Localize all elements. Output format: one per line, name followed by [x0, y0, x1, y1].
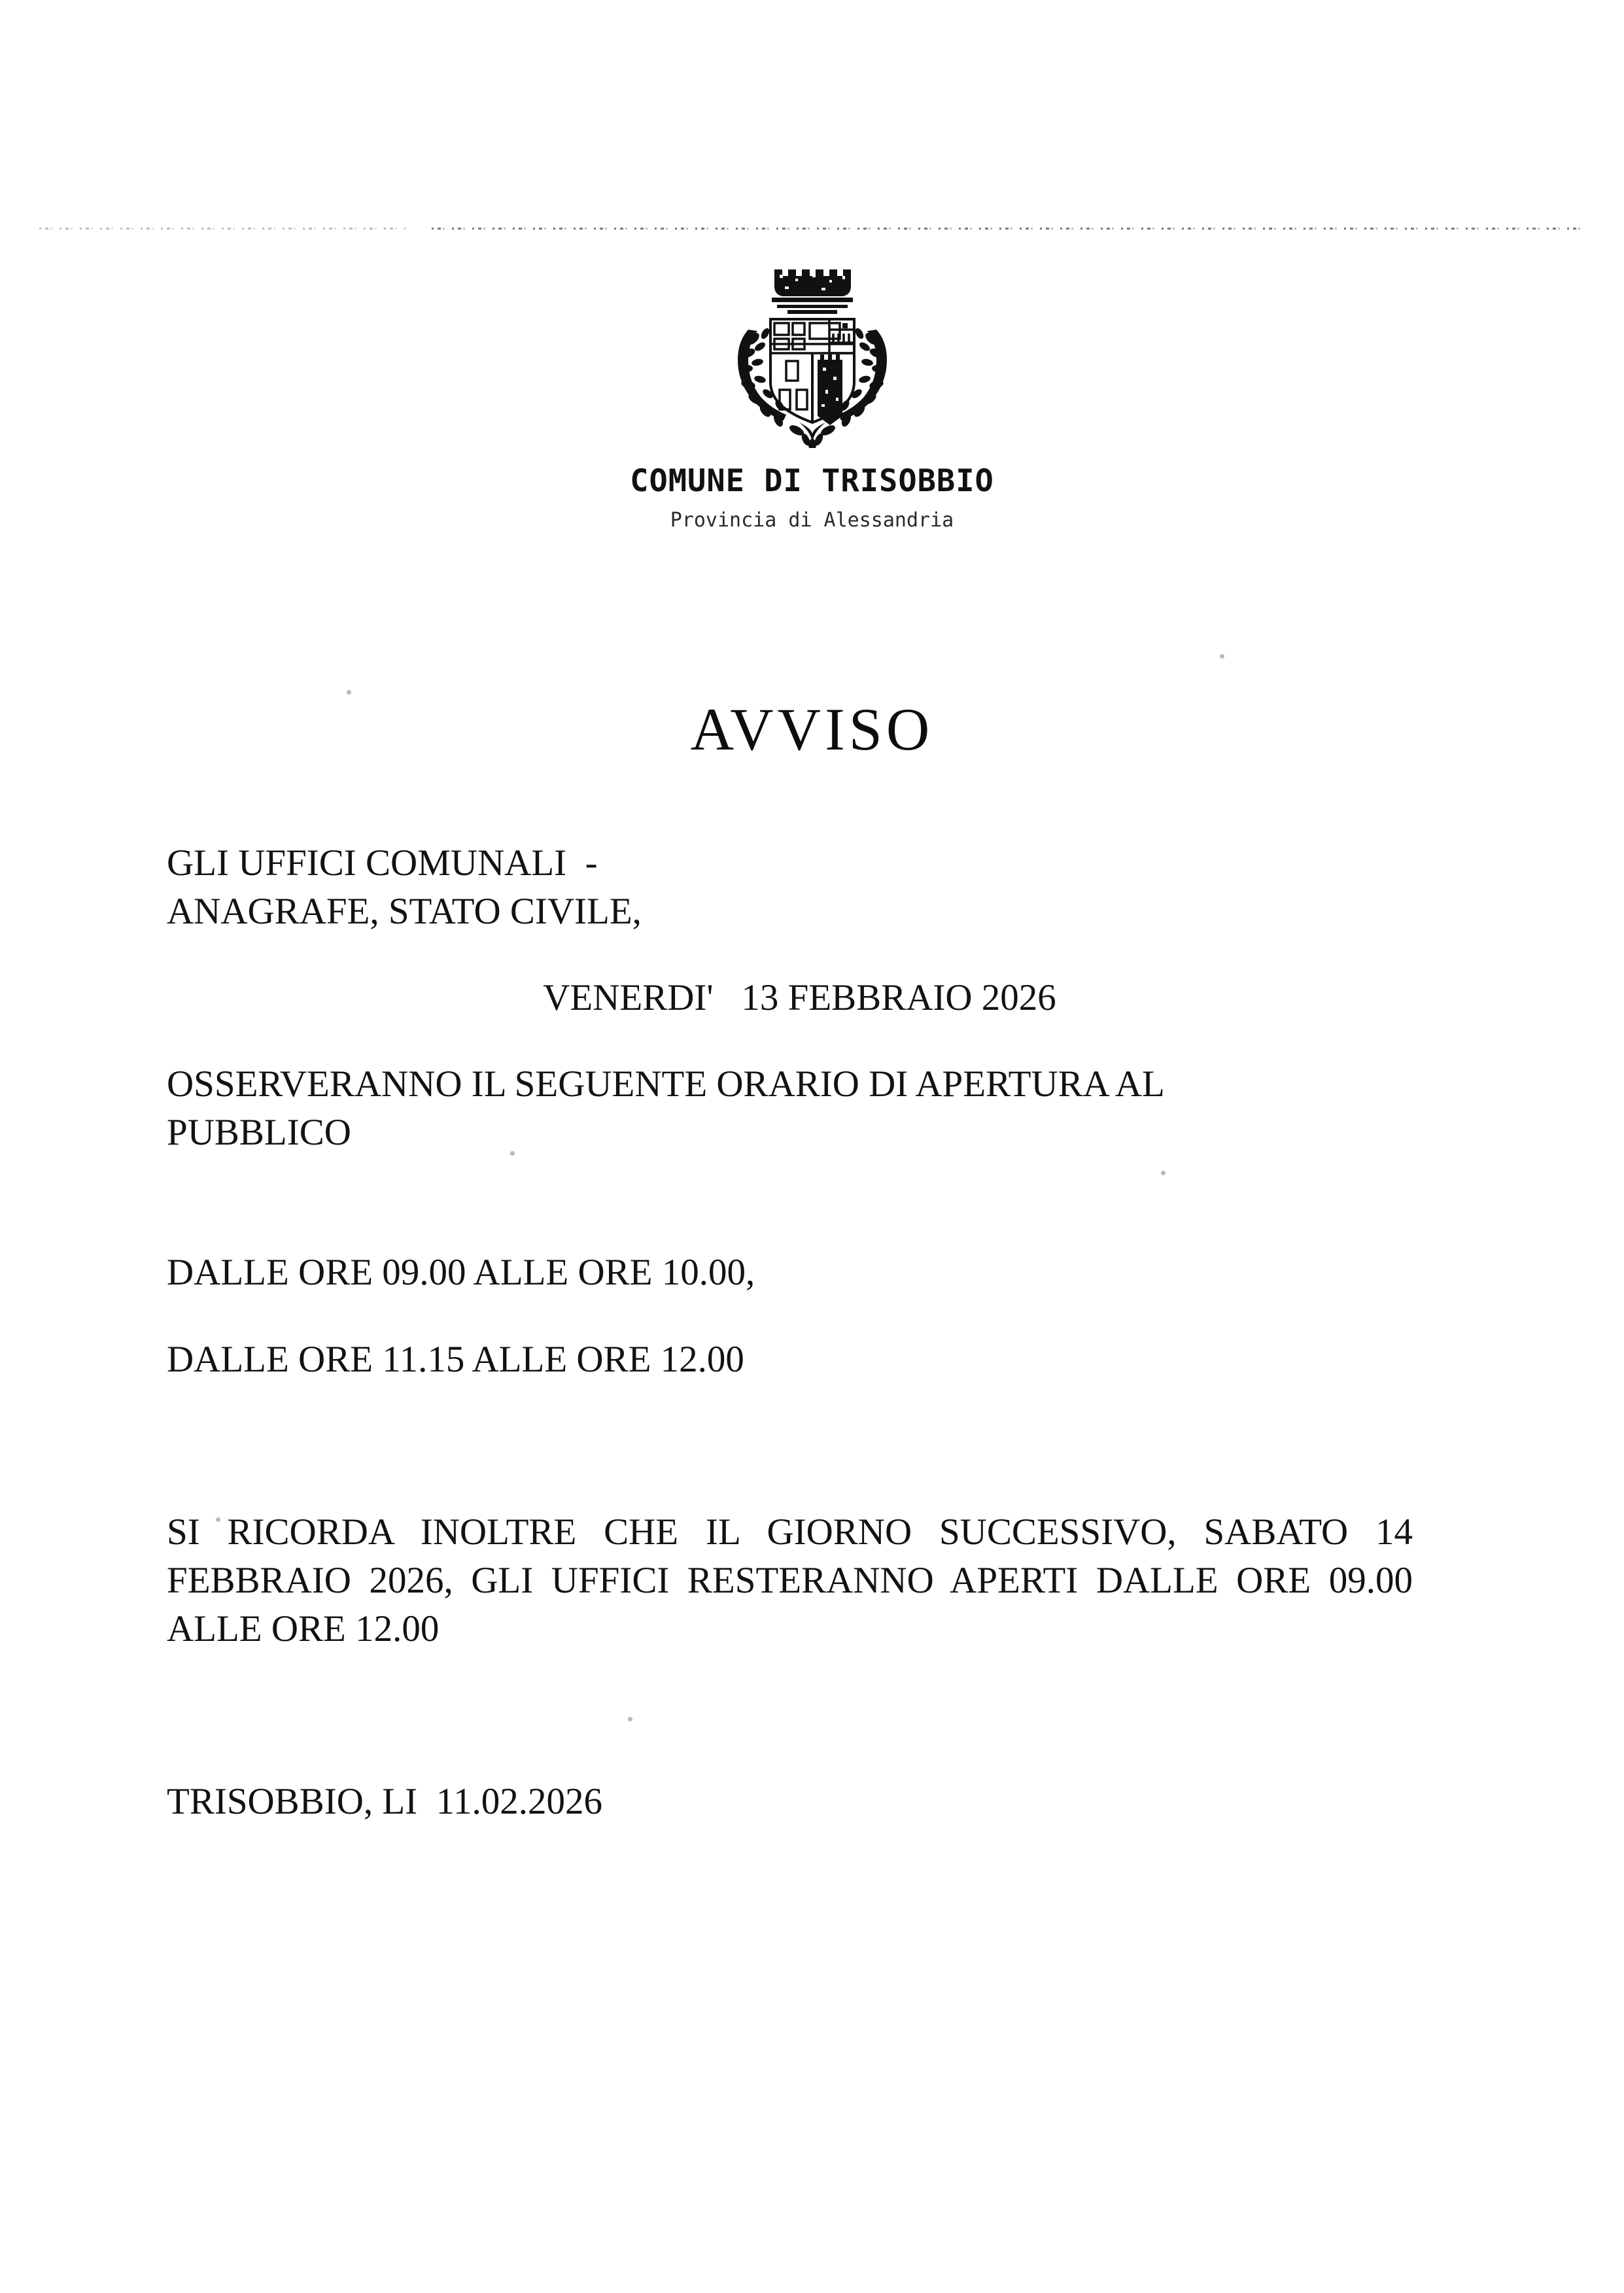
notice-body: [167, 839, 1413, 1826]
spacer: [167, 1022, 1413, 1060]
hours-slot-1: DALLE ORE 09.00 ALLE ORE 10.00,: [167, 1252, 755, 1294]
scan-artifact-line-left: [39, 228, 406, 230]
notice-date-line: VENERDI' 13 FEBBRAIO 2026: [543, 977, 1056, 1019]
coat-of-arms-icon: [714, 262, 910, 448]
reminder-paragraph: SI RICORDA INOLTRE CHE IL GIORNO SUCCESSIVO, SABATO 14 FEBBRAIO 2026, GLI UFFICI RESTERANNO APERTI DALLE ORE 09.00 ALLE ORE 12.00: [167, 1511, 1413, 1649]
page-title: AVVISO: [690, 695, 934, 763]
letterhead: [0, 262, 1624, 532]
scan-speck: [1220, 654, 1224, 659]
provincia-subtitle: Provincia di Alessandria: [670, 509, 954, 532]
spacer: [167, 1157, 1413, 1249]
comune-name: COMUNE DI TRISOBBIO: [630, 463, 994, 499]
scan-artifact-line-right: [432, 228, 1583, 230]
offices-line-2: ANAGRAFE, STATO CIVILE,: [167, 891, 642, 933]
hours-intro-line-1: OSSERVERANNO IL SEGUENTE ORARIO DI APERTURA AL: [167, 1063, 1165, 1105]
spacer: [167, 1384, 1413, 1508]
spacer: [167, 1298, 1413, 1336]
place-and-date: TRISOBBIO, LI 11.02.2026: [167, 1780, 603, 1822]
spacer: [167, 1653, 1413, 1778]
spacer: [167, 936, 1413, 974]
hours-slot-2: DALLE ORE 11.15 ALLE ORE 12.00: [167, 1338, 744, 1380]
hours-intro-line-2: PUBBLICO: [167, 1112, 351, 1154]
offices-line-1: GLI UFFICI COMUNALI -: [167, 842, 598, 884]
